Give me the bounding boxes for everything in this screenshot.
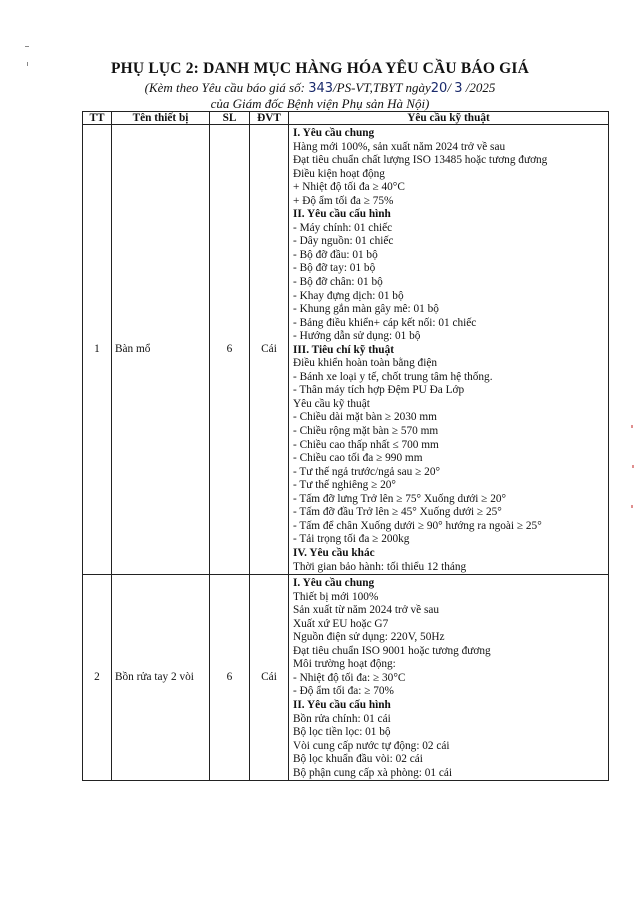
- requirement-line: Thiết bị mới 100%: [293, 590, 379, 603]
- row-number: 1: [83, 125, 112, 575]
- quantity: 6: [210, 125, 250, 575]
- requirement-heading: III. Tiêu chí kỹ thuật: [293, 343, 394, 356]
- handwritten-month: 3: [454, 81, 463, 96]
- margin-mark: [631, 425, 633, 428]
- requirement-line: Bộ lọc tiền lọc: 01 bộ: [293, 726, 391, 739]
- requirement-line: - Chiều rộng mặt bàn ≥ 570 mm: [293, 425, 439, 438]
- requirement-line: Hàng mới 100%, sản xuất năm 2024 trở về sau: [293, 140, 506, 153]
- requirement-line: - Nhiệt độ tối đa: ≥ 30°C: [293, 671, 406, 684]
- header-requirements: Yêu cầu kỹ thuật: [289, 112, 609, 125]
- requirements-cell: [289, 575, 609, 781]
- subtitle-mid: /PS-VT,TBYT ngày: [333, 80, 431, 95]
- subtitle-year: /2025: [462, 80, 496, 95]
- requirement-heading: II. Yêu cầu cấu hình: [293, 208, 391, 221]
- goods-table: [82, 111, 609, 781]
- requirement-line: Đạt tiêu chuẩn ISO 9001 hoặc tương đương: [293, 644, 491, 657]
- requirement-line: - Khung gắn màn gây mê: 01 bộ: [293, 303, 439, 316]
- document-title: PHỤ LỤC 2: DANH MỤC HÀNG HÓA YÊU CẦU BÁO GIÁ: [110, 60, 530, 77]
- unit: Cái: [250, 125, 289, 575]
- requirement-line: - Khay đựng dịch: 01 bộ: [293, 289, 404, 302]
- header-device-name: Tên thiết bị: [112, 112, 210, 125]
- requirement-line: Nguồn điện sử dụng: 220V, 50Hz: [293, 631, 445, 644]
- requirement-line: - Bộ đỡ chân: 01 bộ: [293, 276, 383, 289]
- requirement-line: - Tư thế nghiêng ≥ 20°: [293, 479, 396, 492]
- requirement-line: - Bảng điều khiển+ cáp kết nối: 01 chiếc: [293, 316, 477, 329]
- requirement-line: - Tải trọng tối đa ≥ 200kg: [293, 533, 410, 546]
- requirement-line: Bồn rửa chính: 01 cái: [293, 712, 391, 725]
- device-name: Bồn rửa tay 2 vòi: [112, 575, 210, 781]
- requirement-line: Đạt tiêu chuẩn chất lượng ISO 13485 hoặc tương đương: [293, 154, 548, 167]
- requirement-line: Môi trường hoạt động:: [293, 658, 396, 671]
- requirement-line: - Bộ đỡ đầu: 01 bộ: [293, 248, 378, 261]
- requirement-line: - Dây nguồn: 01 chiếc: [293, 235, 394, 248]
- requirement-heading: IV. Yêu cầu khác: [293, 546, 375, 559]
- requirement-line: - Máy chính: 01 chiếc: [293, 221, 393, 234]
- requirement-line: Xuất xứ EU hoặc G7: [293, 617, 389, 630]
- requirement-line: + Nhiệt độ tối đa ≥ 40°C: [293, 181, 405, 194]
- requirements-cell: [289, 125, 609, 575]
- unit: Cái: [250, 575, 289, 781]
- requirement-line: - Chiều dài mặt bàn ≥ 2030 mm: [293, 411, 437, 424]
- subtitle-sep: /: [447, 80, 455, 95]
- requirement-line: - Thân máy tích hợp Đệm PU Đa Lớp: [293, 384, 465, 397]
- handwritten-number: 343: [308, 81, 334, 96]
- requirement-line: Điều khiển hoàn toàn bằng điện: [293, 357, 437, 370]
- requirement-line: Sản xuất từ năm 2024 trở về sau: [293, 604, 440, 617]
- margin-mark: [631, 505, 633, 508]
- requirement-line: Điều kiện hoạt động: [293, 167, 385, 180]
- requirement-line: - Tấm đỡ đầu Trở lên ≥ 45° Xuống dưới ≥ 25°: [293, 506, 502, 519]
- table-row: [83, 125, 609, 575]
- margin-mark: [632, 465, 634, 468]
- requirement-line: - Bộ đỡ tay: 01 bộ: [293, 262, 376, 275]
- handwritten-day: 20: [430, 81, 448, 96]
- requirement-line: + Độ ẩm tối đa ≥ 75%: [293, 194, 394, 207]
- requirement-line: - Chiều cao tối đa ≥ 990 mm: [293, 452, 423, 465]
- requirement-line: Thời gian bảo hành: tối thiểu 12 tháng: [293, 560, 467, 573]
- requirement-line: Bộ lọc khuẩn đầu vòi: 02 cái: [293, 753, 423, 766]
- requirement-line: - Tấm để chân Xuống dưới ≥ 90° hướng ra ngoài ≥ 25°: [293, 519, 542, 532]
- table-header-row: [83, 112, 609, 125]
- requirement-line: - Bánh xe loại y tế, chốt trung tâm hệ thống.: [293, 370, 493, 383]
- subtitle-prefix: (Kèm theo Yêu cầu báo giá số:: [144, 80, 309, 95]
- quantity: 6: [210, 575, 250, 781]
- document-subtitle: [0, 80, 640, 96]
- header-quantity: SL: [210, 112, 250, 125]
- document-subtitle-line2: của Giám đốc Bệnh viện Phụ sản Hà Nội): [210, 96, 430, 111]
- requirement-line: - Tư thế ngả trước/ngả sau ≥ 20°: [293, 465, 440, 478]
- requirement-heading: II. Yêu cầu cấu hình: [293, 698, 391, 711]
- device-name: Bàn mổ: [112, 125, 210, 575]
- requirement-heading: I. Yêu cầu chung: [293, 577, 375, 590]
- requirement-line: - Chiều cao thấp nhất ≤ 700 mm: [293, 438, 439, 451]
- requirement-line: - Hướng dẫn sử dụng: 01 bộ: [293, 330, 421, 343]
- header-unit: ĐVT: [250, 112, 289, 125]
- requirement-line: - Độ ẩm tối đa: ≥ 70%: [293, 685, 394, 698]
- requirement-heading: I. Yêu cầu chung: [293, 127, 375, 139]
- requirement-line: Vòi cung cấp nước tự động: 02 cái: [293, 739, 450, 752]
- table-row: [83, 575, 609, 781]
- row-number: 2: [83, 575, 112, 781]
- requirement-line: - Tấm đỡ lưng Trở lên ≥ 75° Xuống dưới ≥ 20°: [293, 492, 507, 505]
- requirement-line: Yêu cầu kỹ thuật: [293, 397, 370, 410]
- margin-mark: [25, 46, 29, 47]
- requirement-line: Bộ phận cung cấp xà phòng: 01 cái: [293, 766, 453, 779]
- header-tt: TT: [83, 112, 112, 125]
